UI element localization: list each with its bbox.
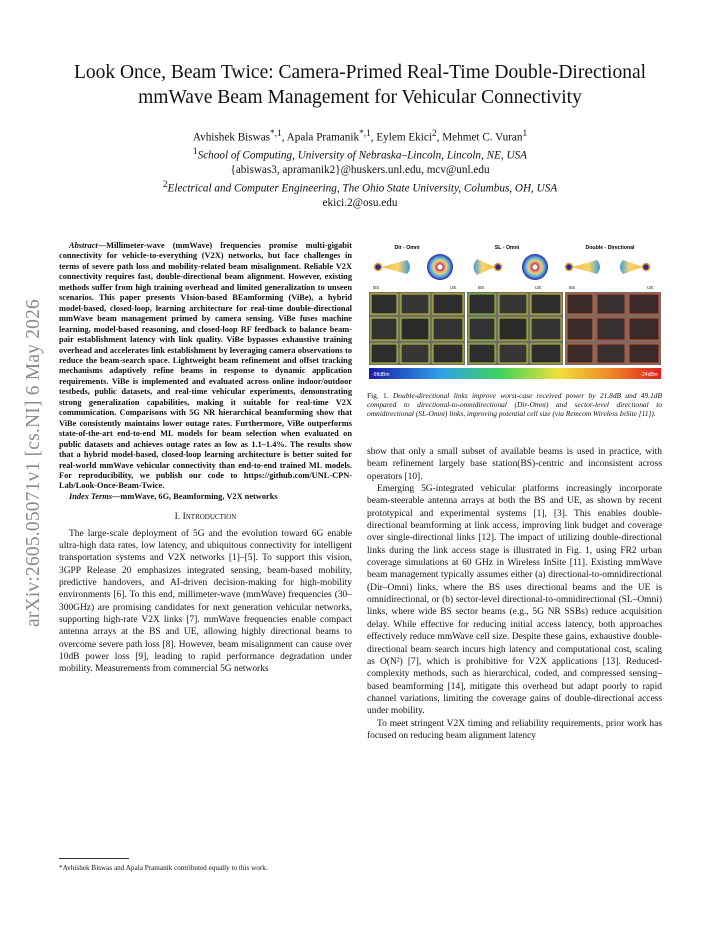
bs-label-3: BS bbox=[569, 285, 576, 290]
label-dir-omni: Dir - Omni bbox=[394, 245, 420, 251]
coverage-map-sl-omni bbox=[467, 292, 563, 365]
caption-prefix: Fig. 1. bbox=[367, 391, 389, 400]
paper-title: Look Once, Beam Twice: Camera-Primed Real-Time Double-Directional mmWave Beam Management for Vehicular Connectivity bbox=[73, 62, 647, 108]
figure-1-graphic bbox=[367, 238, 662, 382]
footnote: *Avhishek Biswas and Apala Pramanik contributed equally to this work. bbox=[59, 864, 268, 872]
footnote-rule bbox=[59, 858, 129, 859]
figure-1 bbox=[367, 238, 662, 382]
coverage-map-dir-omni bbox=[369, 292, 465, 365]
arxiv-stamp bbox=[14, 262, 54, 664]
author-names: Avhishek Biswas$^{*,1}$, Apala Pramanik$^{*,1}$, Eylem Ekici$^2$, Mehmet C. Vuran$^1$ bbox=[192, 129, 528, 144]
arxiv-stamp-text: arXiv:2605.05071v1 [cs.NI] 6 May 2026 bbox=[23, 298, 44, 628]
left-column bbox=[59, 241, 352, 676]
bs-label-1: BS bbox=[373, 285, 380, 290]
ue-label-2: UE bbox=[535, 285, 542, 290]
double-dir-bs-icon bbox=[566, 260, 601, 274]
label-sl-omni: SL - Omni bbox=[494, 245, 520, 251]
caption-text: Double-directional links improve worst-case received power by 21.8dB and 49.1dB compared to directional-to-omnidirectional (Dir-Omni) and sector-level directional to omnidirectional (SL-Omni) links, improving potential cell size (via Remcom Wireless InSite [11]). bbox=[367, 391, 662, 419]
right-column bbox=[367, 446, 662, 742]
right-paragraph-0: show that only a small subset of available beams is used in practice, with beam refinement largely base station(BS)-centric and inconsistent across operators [10]. bbox=[367, 447, 662, 482]
emails-1: {abiswas3, apramanik2}@huskers.unl.edu, mcv@unl.edu bbox=[230, 164, 490, 177]
ue-label-1: UE bbox=[450, 285, 457, 290]
bs-label-2: BS bbox=[478, 285, 485, 290]
label-double-directional: Double - Directional bbox=[585, 245, 635, 251]
color-scale-bar bbox=[369, 368, 661, 379]
sl-omni-bs-icon bbox=[474, 259, 502, 275]
right-paragraph-2: To meet stringent V2X timing and reliability requirements, prior work has focused on reducing beam alignment latency bbox=[367, 718, 662, 741]
dir-omni-ue-icon bbox=[427, 254, 453, 280]
index-terms: Index Terms—mmWave, 6G, Beamforming, V2X networks bbox=[69, 491, 278, 501]
dir-omni-bs-icon bbox=[375, 260, 411, 274]
scale-min-label: -98dBm bbox=[372, 372, 390, 378]
affiliation-2: $^2$Electrical and Computer Engineering, The Ohio State University, Columbus, OH, USA bbox=[162, 179, 558, 195]
double-dir-ue-icon bbox=[620, 260, 650, 274]
ue-label-3: UE bbox=[647, 285, 654, 290]
section-heading-introduction: I. Introduction bbox=[174, 512, 237, 523]
email-2: ekici.2@osu.edu bbox=[322, 197, 398, 210]
abstract: Abstract—Millimeter-wave (mmWave) frequencies promise multi-gigabit connectivity for vehicle-to-everything (V2X) networks, but face challenges in terms of severe path loss and mobility-related beam misalignment. Reliable V2X connectivity requires fast, double-directional beam alignment. However, existing methods suffer from high training overhead and limited generalization to unseen scenarios. This paper presents VIsion-based BEamforming (ViBe), a hybrid model-based, closed-loop, learning architecture for real-time double-directional mmWave beam management primed by camera sensing. ViBe fuses machine learning, model-based reasoning, and closed-loop RF feedback to balance beam-pair establishment latency with link quality. ViBe bypasses exhaustive training overhead and accelerates link establishment by leveraging camera observations to reduce the beam-search space. Lightweight beam refinement and offset tracking mechanisms adaptively refine beams in response to dynamic application requirements. ViBe is implemented and evaluated across online indoor/outdoor testbeds, public datasets, and real-time vehicular experiments, demonstrating strong generalization capabilities, making it suitable for real-time V2X communication. Comparisons with 5G NR hierarchical beamforming show that ViBe consistently maintains lower outage rates. Furthermore, ViBe outperforms state-of-the-art end-to-end ML models for beam selection when evaluated on public datasets and achieves outage rates as low as 1.1–1.4%. The results show that a hybrid model-based, closed-loop learning architecture is better suited for real-world mmWave vehicular connectivity than end-to-end trained ML models. For reproducibility, we publish our code to https://github.com/UNL-CPN-Lab/Look-Once-Beam-Twice. bbox=[59, 241, 352, 491]
scale-max-label: -24dBm bbox=[640, 372, 658, 378]
affiliation-1: $^1$School of Computing, University of Nebraska–Lincoln, Lincoln, NE, USA bbox=[192, 147, 528, 162]
coverage-map-double-directional bbox=[565, 292, 661, 365]
figure-1-caption bbox=[367, 391, 662, 419]
author-block bbox=[40, 127, 680, 211]
right-paragraph-1: Emerging 5G-integrated vehicular platforms increasingly incorporate beam-steerable antenna arrays at both the BS and UE, as shown by recent prototypical and experimental systems [1], [3]. This enables double-directional beamforming at link access, improving link budget and coverage over single-directional links [12]. The impact of utilizing double-directional links during the link access stage is illustrated in Fig. 1, using FR2 urban coverage simulations at 60 GHz in Wireless InSite [11]. Existing mmWave beam management typically assumes either (a) directional-to-omnidirectional (Dir–Omni) links, where the BS uses directional beams and the UE is omnidirectional, or (b) sector-level directional-to-omnidirectional (SL–Omni) links, where wide BS sector beams (e.g., 5G NR SSBs) reduce acquisition delay. While effective for reducing initial access latency, both approaches effectively reduce mmWave cell size. Despite these gains, exhaustive double-directional beam search incurs high latency and computational cost, scaling as O(N²) [7], which is prohibitive for V2X applications [13]. Reduced-complexity methods, such as hierarchical, coded, and compressed sensing–based beamforming [14], mitigate this overhead but adapt poorly to rapid channel variations, limiting the coverage gains of double-directional access under mobility. bbox=[367, 484, 662, 717]
sl-omni-ue-icon bbox=[522, 254, 548, 280]
intro-paragraph-1: The large-scale deployment of 5G and the evolution toward 6G enable ultra-high data rates, low latency, and ubiquitous connectivity for intelligent transportation systems and V2X networks [1]–[5]. To support this vision, 3GPP Release 20 emphasizes integrated sensing, beam-based mobility, predictive handovers, and AI-driven decision-making for high-mobility environments [6]. To this end, millimeter-wave (mmWave) frequencies (30–300GHz) are promising candidates for next generation vehicular networks, supporting high-rate V2X links [7]. mmWave frequencies enable compact antenna arrays at the BS and UE, allowing highly directional beams to overcome severe path loss [8]. However, beam misalignment can cause over 10dB power loss [9], leading to rapid performance degradation under mobility. Measurements from commercial 5G networks bbox=[59, 528, 352, 675]
